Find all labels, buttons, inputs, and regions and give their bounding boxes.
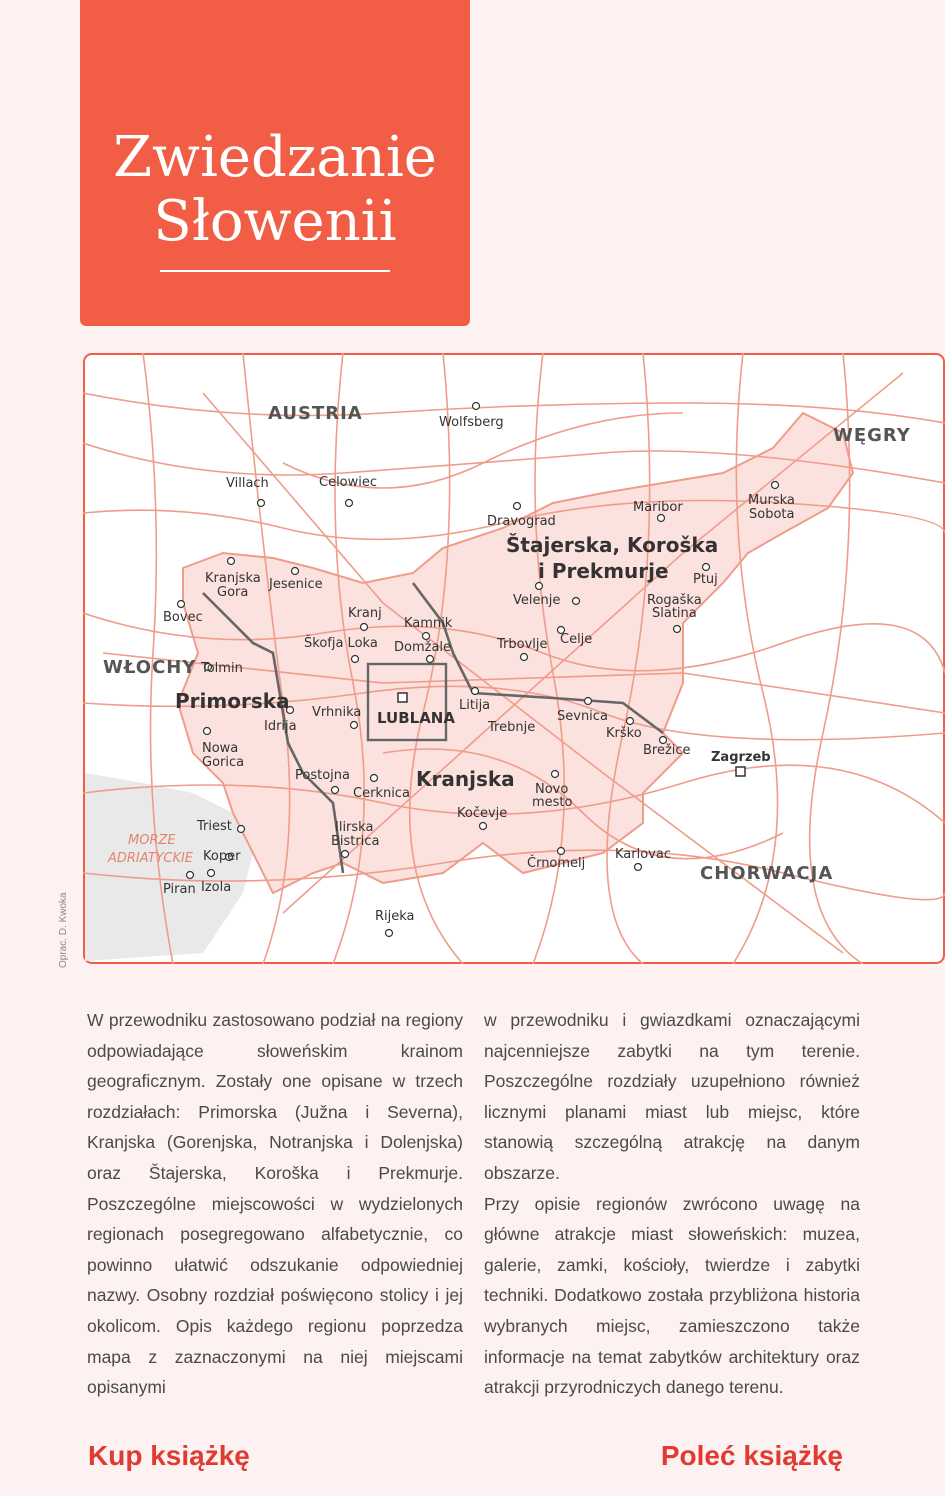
town-dot xyxy=(480,823,487,830)
town-dot xyxy=(514,503,521,510)
town-label: Trbovlje xyxy=(497,637,548,652)
town-dot xyxy=(228,558,235,565)
town-label: Trebnje xyxy=(488,720,536,735)
town-dot xyxy=(573,598,580,605)
town-label: Bistrica xyxy=(331,834,380,849)
region-kranjska: Kranjska xyxy=(416,767,515,791)
title-line-1: Zwiedzanie xyxy=(113,125,437,190)
town-dot xyxy=(332,787,339,794)
town-dot xyxy=(472,688,479,695)
town-label: Dravograd xyxy=(487,514,556,529)
town-dot xyxy=(552,771,559,778)
town-dot xyxy=(627,718,634,725)
town-dot xyxy=(292,568,299,575)
slovenia-map xyxy=(83,353,945,964)
town-dot xyxy=(658,515,665,522)
town-label: Krško xyxy=(606,726,642,741)
zagreb-marker xyxy=(736,767,745,776)
country-austria: AUSTRIA xyxy=(268,403,363,424)
town-label: Kranj xyxy=(348,606,382,621)
town-label: Wolfsberg xyxy=(439,415,504,430)
town-dot xyxy=(351,722,358,729)
town-dot xyxy=(521,654,528,661)
town-label: Ilirska xyxy=(335,820,374,835)
town-label: Škofja Loka xyxy=(304,636,378,651)
town-label: Piran xyxy=(163,882,196,897)
paragraph: W przewodniku zastosowano podział na regiony odpowiadające słoweńskim krainom geograficznym. Zostały one opisane w trzech rozdziałach: Primorska (Južna i Severna), Kranjska (Gorenjska, Notranjska i Dolenjska) oraz Štajerska, Koroška i Prekmurje. Poszczególne miejscowości w wydzielonych regionach posegregowano alfabetycznie, co powinno ułatwić odszukanie odpowiedniej nazwy. Osobny rozdział poświęcono stolicy i jej okolicom. Opis każdego regionu poprzedza mapa z zaznaczonymi na niej miejscami opisanymi xyxy=(87,1010,463,1398)
page-title xyxy=(80,126,470,254)
sea-label: MORZE xyxy=(128,833,176,848)
region-stajerska-line2: i Prekmurje xyxy=(538,559,669,583)
town-label: Sevnica xyxy=(557,709,608,724)
town-label: Gorica xyxy=(202,755,245,770)
country-italy: WŁOCHY xyxy=(103,657,197,678)
town-dot xyxy=(204,728,211,735)
body-text-right xyxy=(484,1005,860,1403)
town-dot xyxy=(386,930,393,937)
town-dot xyxy=(346,500,353,507)
town-label: Karlovac xyxy=(615,847,671,862)
town-label: Cerknica xyxy=(353,786,410,801)
town-label: Brežice xyxy=(643,743,691,758)
town-dot xyxy=(258,500,265,507)
town-label: Bovec xyxy=(163,610,203,625)
paragraph: w przewodniku i gwiazdkami oznaczającymi najcenniejsze zabytki na tym terenie. Poszczególne rozdziały uzupełniono również licznymi planami miast lub miejsc, które stanowią szczególną atrakcję na danym obszarze. xyxy=(484,1010,860,1183)
town-dot xyxy=(208,870,215,877)
town-dot xyxy=(473,403,480,410)
town-label: Izola xyxy=(201,880,232,895)
town-label: Rijeka xyxy=(375,909,415,924)
title-underline xyxy=(160,270,390,272)
title-line-2: Słowenii xyxy=(153,189,397,254)
town-dot xyxy=(238,826,245,833)
town-label: mesto xyxy=(532,795,573,810)
town-label: Sobota xyxy=(749,507,795,522)
capital-label: LUBLANA xyxy=(377,709,455,727)
town-label: Novo xyxy=(535,782,569,797)
town-label: Kočevje xyxy=(457,806,508,821)
town-dot xyxy=(423,633,430,640)
town-dot xyxy=(342,851,349,858)
country-croatia: CHORWACJA xyxy=(700,863,834,884)
recommend-book-link[interactable]: Poleć książkę xyxy=(660,1440,843,1471)
town-label: Ptuj xyxy=(693,572,718,587)
town-dot xyxy=(635,864,642,871)
body-text-left xyxy=(87,1005,463,1403)
town-label: Črnomelj xyxy=(527,856,586,871)
town-label: Zagrzeb xyxy=(711,750,771,765)
region-stajerska: Štajerska, Koroška xyxy=(506,533,719,557)
map-credit: Oprac. D. Kwoka xyxy=(58,892,69,968)
country-hungary: WĘGRY xyxy=(833,425,911,446)
town-dot xyxy=(703,564,710,571)
buy-book-link[interactable]: Kup książkę xyxy=(88,1440,250,1471)
town-label: Villach xyxy=(226,476,269,491)
town-label: Vrhnika xyxy=(312,705,362,720)
town-label: Idrija xyxy=(264,719,297,734)
town-dot xyxy=(427,656,434,663)
town-label: Velenje xyxy=(513,593,561,608)
town-label: Litija xyxy=(459,698,491,713)
town-label: Celowiec xyxy=(319,475,378,490)
town-label: Celje xyxy=(560,632,593,647)
region-primorska: Primorska xyxy=(175,689,290,713)
capital-marker xyxy=(398,693,407,702)
sea-label-line2: ADRIATYCKIE xyxy=(108,851,194,866)
town-label: Slatina xyxy=(652,606,697,621)
town-dot xyxy=(674,626,681,633)
town-dot xyxy=(536,583,543,590)
town-dot xyxy=(187,872,194,879)
town-dot xyxy=(558,848,565,855)
title-banner xyxy=(80,0,470,326)
town-label: Kamnik xyxy=(404,616,453,631)
town-dot xyxy=(371,775,378,782)
town-dot xyxy=(352,656,359,663)
town-label: Maribor xyxy=(633,500,683,515)
town-label: Murska xyxy=(748,493,795,508)
town-dot xyxy=(772,482,779,489)
town-dot xyxy=(361,624,368,631)
paragraph: Przy opisie regionów zwrócono uwagę na główne atrakcje miast słoweńskich: muzea, galerie, zamki, kościoły, twierdze i zabytki techniki. Dodatkowo została przybliżona historia wybranych miejsc, zamieszczono także informacje na temat zabytków architektury oraz atrakcji przyrodniczych danego terenu. xyxy=(484,1193,860,1398)
town-dot xyxy=(178,601,185,608)
town-label: Triest xyxy=(197,819,232,834)
town-label: Gora xyxy=(217,585,249,600)
town-label: Jesenice xyxy=(269,577,323,592)
town-label: Domžale xyxy=(394,640,452,655)
town-label: Koper xyxy=(203,849,241,864)
town-label: Postojna xyxy=(295,768,350,783)
town-label: Nowa xyxy=(202,741,239,756)
town-label: Tolmin xyxy=(201,661,243,676)
town-label: Rogaška xyxy=(647,593,702,608)
town-label: Kranjska xyxy=(205,571,261,586)
town-dot xyxy=(585,698,592,705)
